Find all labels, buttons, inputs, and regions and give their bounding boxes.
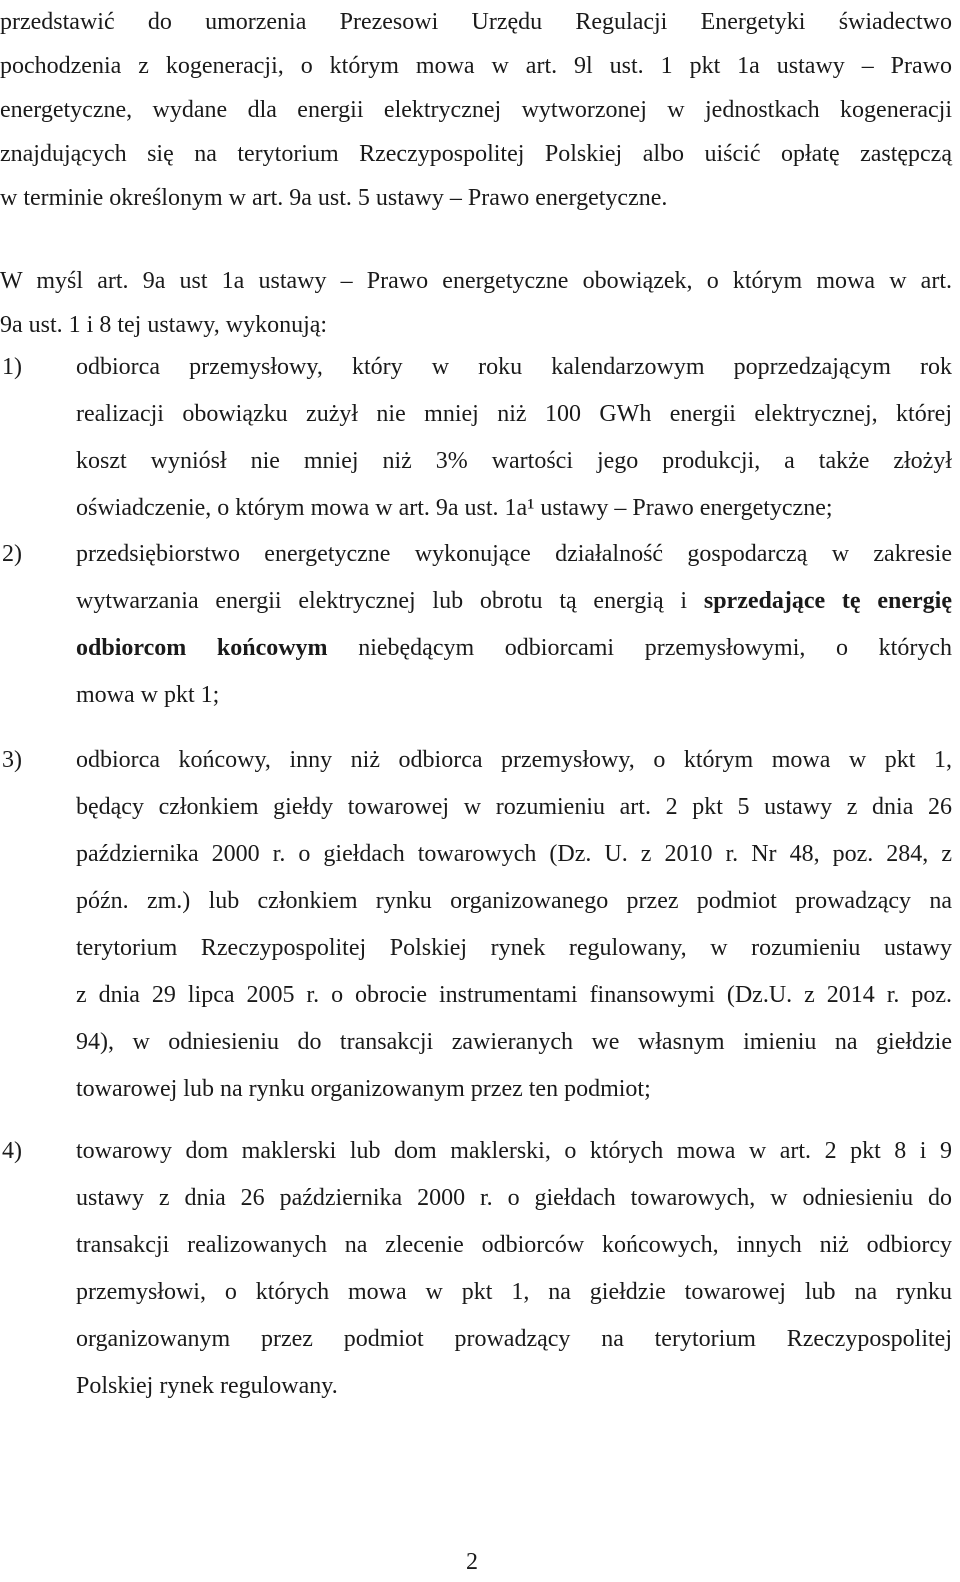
list-item-line: odbiorca końcowy, inny niż odbiorca przemysłowy, o którym mowa w pkt 1,	[76, 747, 952, 773]
emphasis-text: odbiorcom końcowym	[76, 635, 328, 661]
intro-line: przedstawić do umorzenia Prezesowi Urzędu Regulacji Energetyki świadectwo	[0, 9, 952, 35]
list-item-line: przemysłowi, o których mowa w pkt 1, na giełdzie towarowej lub na rynku	[76, 1279, 952, 1305]
list-item-text: niebędącym odbiorcami przemysłowymi, o których	[327, 635, 952, 661]
intro-line: znajdujących się na terytorium Rzeczypospolitej Polskiej albo uiścić opłatę zastępczą	[0, 141, 952, 167]
list-item-line: mowa w pkt 1;	[76, 682, 220, 708]
list-item-number: 2)	[2, 541, 22, 567]
list-item-number: 4)	[2, 1138, 22, 1164]
list-item-line	[76, 578, 952, 625]
list-item-line: oświadczenie, o którym mowa w art. 9a ust. 1a¹ ustawy – Prawo energetyczne;	[76, 495, 833, 521]
list-item-line: przedsiębiorstwo energetyczne wykonujące działalność gospodarczą w zakresie	[76, 541, 952, 567]
list-item-line	[76, 625, 952, 672]
list-item-text: wytwarzania energii elektrycznej lub obrotu tą energią i	[76, 588, 704, 614]
list-item-line: organizowanym przez podmiot prowadzący na terytorium Rzeczypospolitej	[76, 1326, 952, 1352]
page-number: 2	[466, 1549, 478, 1575]
list-item-line: Polskiej rynek regulowany.	[76, 1373, 338, 1399]
lead-paragraph	[0, 259, 952, 347]
list-item-line: towarowej lub na rynku organizowanym przez ten podmiot;	[76, 1076, 651, 1102]
list-item-line: realizacji obowiązku zużył nie mniej niż 100 GWh energii elektrycznej, której	[76, 401, 952, 427]
list-item-body	[76, 344, 952, 532]
list-item-line: będący członkiem giełdy towarowej w rozumieniu art. 2 pkt 5 ustawy z dnia 26	[76, 794, 952, 820]
intro-paragraph	[0, 0, 952, 220]
list-item-body	[76, 737, 952, 1113]
intro-line: w terminie określonym w art. 9a ust. 5 ustawy – Prawo energetyczne.	[0, 185, 668, 211]
list-item-line: odbiorca przemysłowy, który w roku kalendarzowym poprzedzającym rok	[76, 354, 952, 380]
lead-line: W myśl art. 9a ust 1a ustawy – Prawo energetyczne obowiązek, o którym mowa w art.	[0, 268, 952, 294]
list-item-line: października 2000 r. o giełdach towarowych (Dz. U. z 2010 r. Nr 48, poz. 284, z	[76, 841, 952, 867]
list-item-line: transakcji realizowanych na zlecenie odbiorców końcowych, innych niż odbiorcy	[76, 1232, 952, 1258]
list-item-number: 3)	[2, 747, 22, 773]
list-item-body	[76, 531, 952, 719]
intro-line: pochodzenia z kogeneracji, o którym mowa w art. 9l ust. 1 pkt 1a ustawy – Prawo	[0, 53, 952, 79]
list-item-line: późn. zm.) lub członkiem rynku organizowanego przez podmiot prowadzący na	[76, 888, 952, 914]
list-item-line: 94), w odniesieniu do transakcji zawieranych we własnym imieniu na giełdzie	[76, 1029, 952, 1055]
list-item-body	[76, 1128, 952, 1410]
list-item-number: 1)	[2, 354, 22, 380]
emphasis-text: sprzedające tę energię	[703, 588, 952, 614]
list-item-line: koszt wyniósł nie mniej niż 3% wartości jego produkcji, a także złożył	[76, 448, 952, 474]
lead-line: 9a ust. 1 i 8 tej ustawy, wykonują:	[0, 312, 328, 338]
list-item-line: towarowy dom maklerski lub dom maklerski, o których mowa w art. 2 pkt 8 i 9	[76, 1138, 952, 1164]
list-item-line: ustawy z dnia 26 października 2000 r. o giełdach towarowych, w odniesieniu do	[76, 1185, 952, 1211]
list-item-line: z dnia 29 lipca 2005 r. o obrocie instrumentami finansowymi (Dz.U. z 2014 r. poz.	[76, 982, 952, 1008]
list-item-line: terytorium Rzeczypospolitej Polskiej rynek regulowany, w rozumieniu ustawy	[76, 935, 952, 961]
intro-line: energetyczne, wydane dla energii elektrycznej wytworzonej w jednostkach kogeneracji	[0, 97, 952, 123]
